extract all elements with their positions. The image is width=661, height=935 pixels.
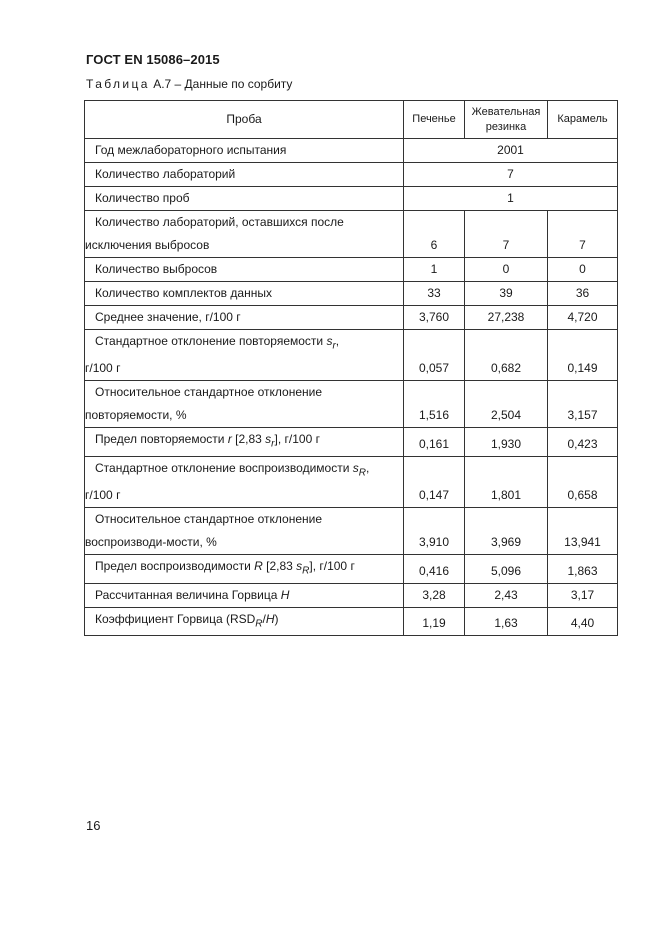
cell-value: 13,941 [548,508,618,555]
page-number: 16 [86,818,101,833]
table-row [85,306,618,330]
row-label: Предел воспроизводимости R [2,83 $s_R$], г/100 г [85,555,404,583]
cell-value: 6 [404,211,465,258]
cell-value: 27,238 [465,306,548,330]
row-label: Относительное стандартное отклонение повторяемости, % [85,381,404,428]
cell-value: 7 [548,211,618,258]
cell-value: 4,40 [548,607,618,635]
cell-value: 1,930 [465,428,548,456]
cell-value: 0,147 [404,456,465,507]
cell-value: 1,516 [404,381,465,428]
table-row [85,282,618,306]
cell-value: 0,149 [548,330,618,381]
cell-value: 0,416 [404,555,465,583]
row-label: Коэффициент Горвица $(RSD_R/H)$ [85,607,404,635]
cell-value: 3,157 [548,381,618,428]
table-row [85,508,618,555]
row-label: Стандартное отклонение повторяемости $s_r$, г/100 г [85,330,404,381]
table-row [85,163,618,187]
row-label: Среднее значение, г/100 г [85,306,404,330]
cell-value: 36 [548,282,618,306]
column-header-gum: Жевательная резинка [465,101,548,139]
row-label: Количество проб [85,187,404,211]
column-header-pechenye: Печенье [404,101,465,139]
caption-prefix: Таблица [86,77,150,91]
cell-value: 3,760 [404,306,465,330]
cell-value: 0,057 [404,330,465,381]
table-row [85,456,618,507]
table-row [85,211,618,258]
sorbitol-data-table [84,100,618,636]
cell-value: 33 [404,282,465,306]
cell-value: 1,63 [465,607,548,635]
row-label: Предел повторяемости r [2,83 $s_r$], г/100 г [85,428,404,456]
table-row [85,583,618,607]
row-label: Рассчитанная величина Горвица H [85,583,404,607]
column-header-caramel: Карамель [548,101,618,139]
row-label: Количество комплектов данных [85,282,404,306]
cell-value: 7 [404,163,618,187]
cell-value: 1,801 [465,456,548,507]
cell-value: 0,161 [404,428,465,456]
cell-value: 0,658 [548,456,618,507]
table-row [85,330,618,381]
cell-value: 1 [404,258,465,282]
row-label: Год межлабораторного испытания [85,139,404,163]
document-header: ГОСТ EN 15086–2015 [86,52,220,67]
cell-value: 3,28 [404,583,465,607]
cell-value: 0,682 [465,330,548,381]
row-label: Количество лабораторий [85,163,404,187]
cell-value: 1 [404,187,618,211]
cell-value: 3,17 [548,583,618,607]
table-row [85,607,618,635]
table-row [85,258,618,282]
cell-value: 7 [465,211,548,258]
cell-value: 2001 [404,139,618,163]
table-row [85,139,618,163]
table-caption [86,77,292,91]
caption-text: А.7 – Данные по сорбиту [149,77,293,91]
cell-value: 3,910 [404,508,465,555]
cell-value: 1,19 [404,607,465,635]
cell-value: 1,863 [548,555,618,583]
row-label: Стандартное отклонение воспроизводимости $s_R$, г/100 г [85,456,404,507]
table-row [85,428,618,456]
cell-value: 3,969 [465,508,548,555]
cell-value: 2,43 [465,583,548,607]
cell-value: 5,096 [465,555,548,583]
cell-value: 0,423 [548,428,618,456]
cell-value: 0 [465,258,548,282]
cell-value: 0 [548,258,618,282]
cell-value: 4,720 [548,306,618,330]
cell-value: 2,504 [465,381,548,428]
row-label: Количество лабораторий, оставшихся после исключения выбросов [85,211,404,258]
row-label: Количество выбросов [85,258,404,282]
table-header-row [85,101,618,139]
table-row [85,381,618,428]
cell-value: 39 [465,282,548,306]
table-row [85,187,618,211]
table-row [85,555,618,583]
row-label: Относительное стандартное отклонение воспроизводи-мости, % [85,508,404,555]
column-header-probe: Проба [85,101,404,139]
